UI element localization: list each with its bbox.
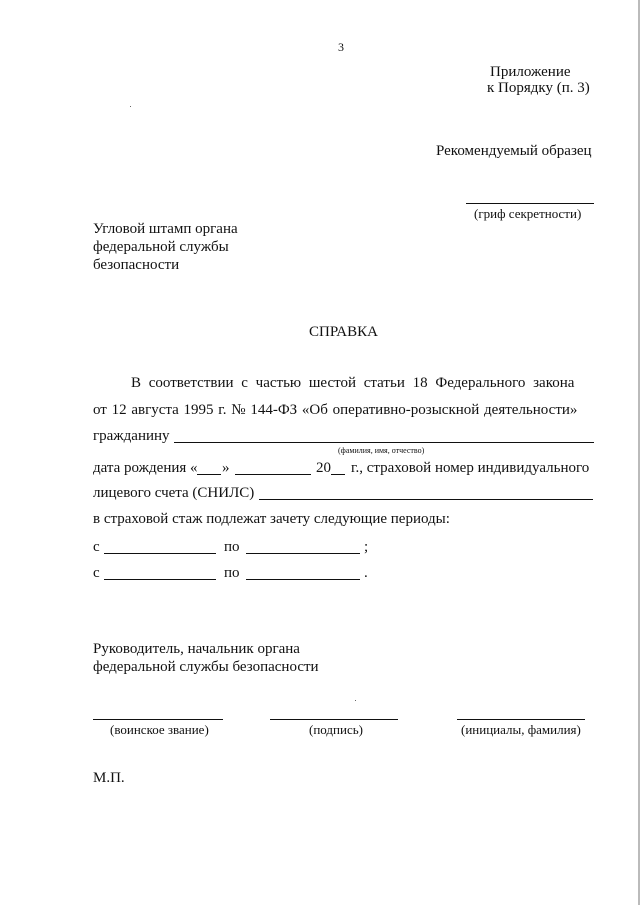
speck (130, 106, 131, 107)
period2-from-line[interactable] (104, 579, 216, 580)
signature-line[interactable] (270, 719, 398, 720)
appendix-title: Приложение (490, 64, 571, 80)
secrecy-caption: (гриф секретности) (474, 206, 582, 221)
paragraph-line-1: В соответствии с частью шестой статьи 18 Федерального закона (131, 375, 575, 391)
dob-month-line[interactable] (235, 474, 311, 475)
period1-end: ; (364, 539, 369, 555)
period2-end: . (364, 565, 368, 581)
document-title: СПРАВКА (309, 324, 378, 340)
snils-label: лицевого счета (СНИЛС) (93, 485, 255, 501)
appendix-ref: к Порядку (п. 3) (487, 80, 590, 96)
citizen-label: гражданину (93, 428, 170, 444)
stamp-line-3: безопасности (93, 257, 180, 273)
secrecy-line (466, 203, 594, 204)
snils-line[interactable] (259, 499, 593, 500)
dob-year-prefix: 20 (316, 460, 331, 476)
stamp-line-2: федеральной службы (93, 239, 229, 255)
period2-to-line[interactable] (246, 579, 360, 580)
dob-day-line[interactable] (197, 474, 221, 475)
seal-place: М.П. (93, 770, 125, 786)
signatory-line-2: федеральной службы безопасности (93, 659, 319, 675)
citizen-caption: (фамилия, имя, отчество) (338, 446, 425, 455)
speck (355, 700, 356, 701)
dob-label: дата рождения « (93, 460, 198, 476)
paragraph-line-2: от 12 августа 1995 г. № 144-ФЗ «Об оперативно-розыскной деятельности» (93, 402, 578, 418)
name-line[interactable] (457, 719, 585, 720)
citizen-name-line[interactable] (174, 442, 594, 443)
period1-from-line[interactable] (104, 553, 216, 554)
rank-line[interactable] (93, 719, 223, 720)
sample-label: Рекомендуемый образец (436, 143, 592, 159)
period1-from-label: с (93, 539, 100, 555)
dob-rest: г., страховой номер индивидуального (351, 460, 590, 476)
periods-intro: в страховой стаж подлежат зачету следующие периоды: (93, 511, 450, 527)
signature-caption: (подпись) (309, 722, 363, 737)
stamp-line-1: Угловой штамп органа (93, 221, 238, 237)
dob-quote-close: » (222, 460, 230, 476)
signatory-line-1: Руководитель, начальник органа (93, 641, 300, 657)
period2-from-label: с (93, 565, 100, 581)
dob-year-line[interactable] (331, 474, 345, 475)
period1-to-line[interactable] (246, 553, 360, 554)
name-caption: (инициалы, фамилия) (461, 722, 581, 737)
rank-caption: (воинское звание) (110, 722, 209, 737)
page-number: 3 (338, 40, 344, 54)
period2-to-label: по (224, 565, 240, 581)
period1-to-label: по (224, 539, 240, 555)
